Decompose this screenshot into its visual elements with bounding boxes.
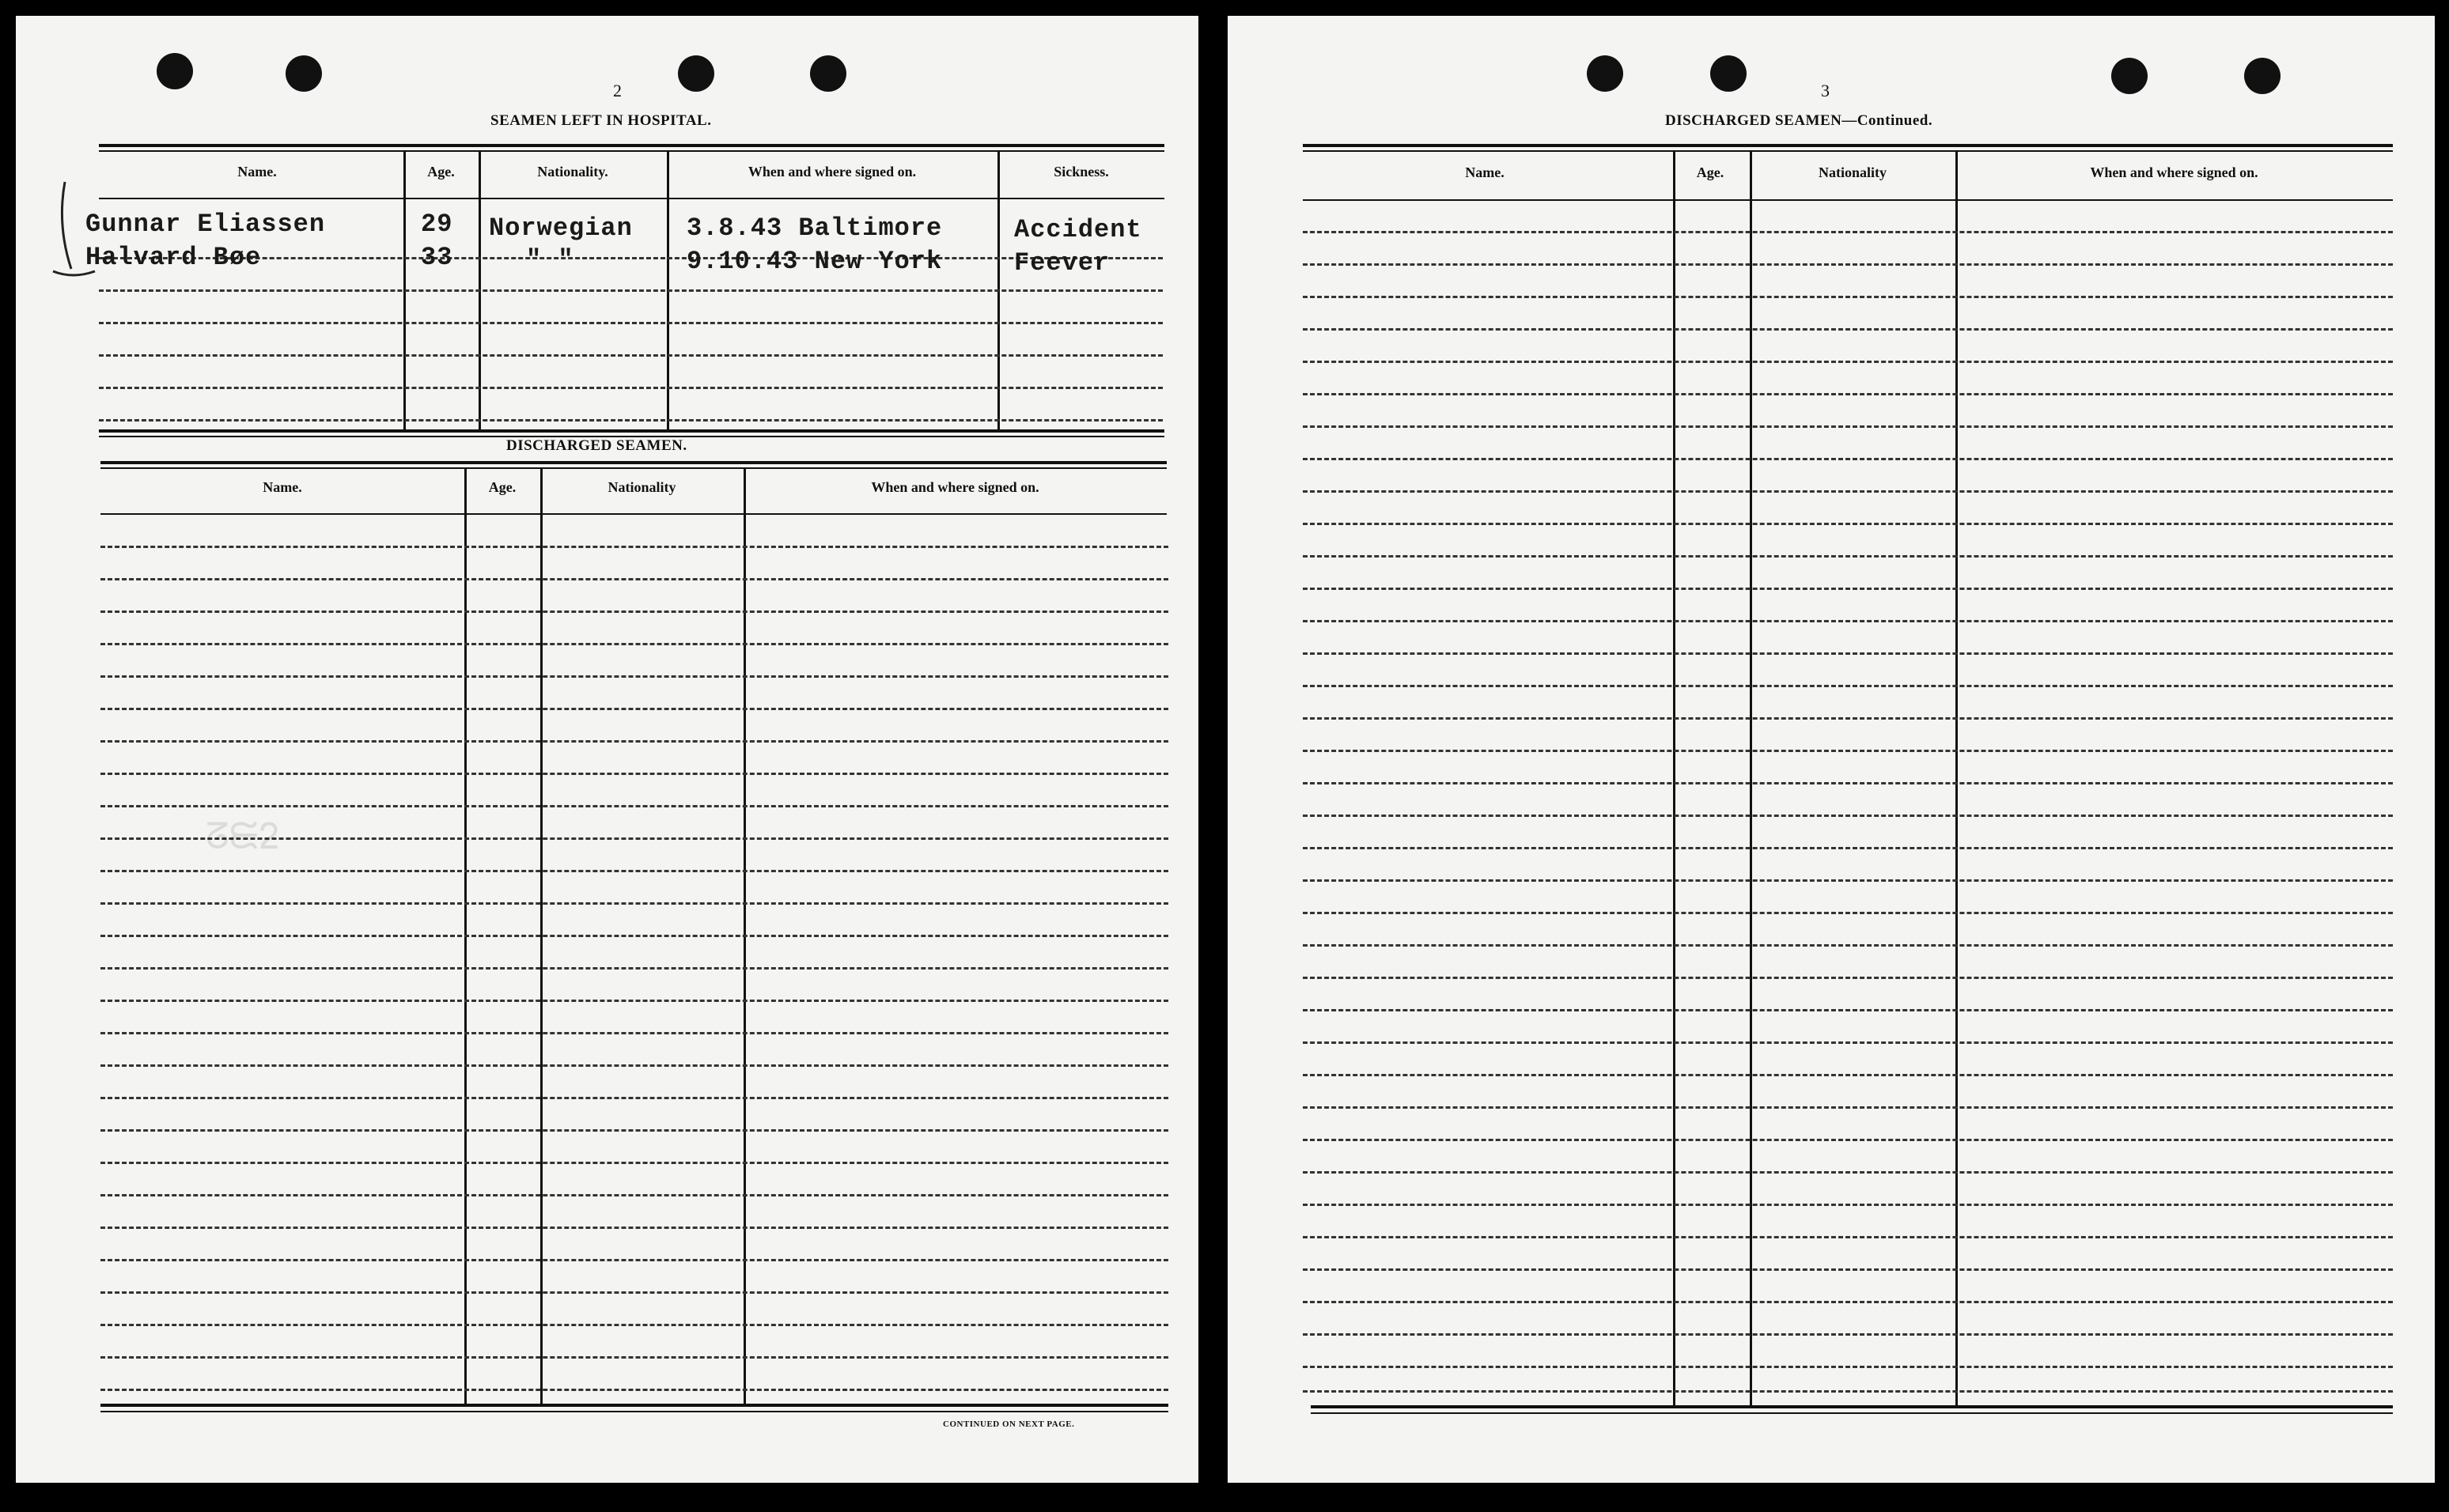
left-page [16, 16, 1198, 1483]
col-header-signed-on: When and where signed on. [2090, 164, 2258, 180]
col-header-signed-on: When and where signed on. [871, 479, 1039, 495]
table-rule [100, 1404, 1168, 1407]
row-sickness: Accident [1014, 215, 1142, 244]
col-header-nationality: Nationality. [537, 164, 608, 180]
row-rule [100, 708, 1168, 710]
punch-hole [678, 55, 714, 92]
section-divider [99, 429, 1164, 433]
row-rule [100, 1129, 1168, 1132]
row-rule [1303, 523, 2393, 525]
row-rule [100, 740, 1168, 743]
row-rule [1303, 1236, 2393, 1238]
discharged-continued-title: DISCHARGED SEAMEN—Continued. [1665, 112, 1933, 129]
row-rule [1303, 620, 2393, 622]
table-rule [1311, 1405, 2393, 1408]
row-rule [100, 967, 1168, 970]
row-rule [100, 1291, 1168, 1294]
col-header-age: Age. [427, 164, 455, 180]
row-rule [1303, 717, 2393, 720]
punch-hole [810, 55, 846, 92]
col-header-sickness: Sickness. [1054, 164, 1109, 180]
row-rule [1303, 1333, 2393, 1336]
row-rule [1303, 1204, 2393, 1206]
table-rule [100, 461, 1167, 464]
row-name: Gunnar Eliassen [85, 210, 326, 239]
table-rule [99, 144, 1164, 147]
row-rule [1303, 263, 2393, 266]
row-name: Halvard Bøe [85, 243, 262, 272]
row-rule [100, 1227, 1168, 1229]
row-age: 33 [421, 243, 453, 272]
row-rule [100, 1000, 1168, 1002]
row-rule [100, 578, 1168, 580]
col-header-age: Age. [488, 479, 517, 495]
row-rule [100, 1032, 1168, 1034]
right-page [1228, 16, 2435, 1483]
row-signed-on: 3.8.43 Baltimore [687, 214, 943, 243]
row-rule [1303, 393, 2393, 395]
row-rule [1303, 555, 2393, 558]
row-rule [1303, 1390, 2393, 1393]
row-rule [1303, 1171, 2393, 1174]
row-nationality: " " [526, 245, 574, 274]
row-rule [100, 1097, 1168, 1099]
check-mark-icon [49, 178, 97, 289]
row-rule [1303, 815, 2393, 817]
row-rule [1303, 1106, 2393, 1109]
row-rule [99, 354, 1163, 357]
row-rule [1303, 782, 2393, 784]
row-age: 29 [421, 210, 453, 239]
row-rule [100, 870, 1168, 872]
row-rule [100, 1162, 1168, 1164]
row-rule [1303, 425, 2393, 428]
row-rule [100, 902, 1168, 905]
row-rule [100, 1259, 1168, 1261]
row-rule [99, 289, 1163, 292]
col-header-nationality: Nationality [608, 479, 676, 495]
col-header-age: Age. [1696, 164, 1724, 180]
table-rule [100, 513, 1167, 515]
row-rule [100, 1194, 1168, 1196]
row-rule [1303, 912, 2393, 914]
continued-footer: CONTINUED ON NEXT PAGE. [943, 1419, 1075, 1429]
row-rule [1303, 588, 2393, 590]
row-rule [1303, 296, 2393, 298]
punch-hole [1710, 55, 1747, 92]
row-rule [99, 387, 1163, 389]
row-rule [1303, 750, 2393, 752]
row-rule [100, 546, 1168, 548]
page-number: 2 [613, 81, 622, 100]
punch-hole [2244, 58, 2281, 94]
table-rule [100, 467, 1167, 469]
col-header-name: Name. [263, 479, 302, 495]
row-rule [1303, 879, 2393, 882]
row-rule [1303, 1366, 2393, 1368]
row-rule [1303, 328, 2393, 331]
discharged-section-title: DISCHARGED SEAMEN. [506, 437, 687, 454]
col-header-signed-on: When and where signed on. [748, 164, 917, 180]
col-divider [1955, 150, 1958, 1406]
row-rule [100, 610, 1168, 613]
table-rule [1311, 1412, 2393, 1414]
col-header-name: Name. [1465, 164, 1505, 180]
row-rule [1303, 652, 2393, 655]
page-number: 3 [1821, 81, 1830, 100]
col-header-name: Name. [237, 164, 277, 180]
row-nationality: Norwegian [489, 214, 633, 243]
row-rule [1303, 977, 2393, 979]
hospital-section-title: SEAMEN LEFT IN HOSPITAL. [490, 112, 712, 129]
table-rule [1303, 199, 2393, 201]
row-rule [100, 1064, 1168, 1067]
row-rule [1303, 231, 2393, 233]
punch-hole [286, 55, 322, 92]
row-rule [1303, 1074, 2393, 1076]
row-rule [100, 1389, 1168, 1391]
row-rule [99, 419, 1163, 421]
punch-hole [157, 53, 193, 89]
col-header-nationality: Nationality [1818, 164, 1887, 180]
row-rule [1303, 1301, 2393, 1303]
row-rule [100, 935, 1168, 937]
table-rule [100, 1411, 1168, 1412]
row-rule [1303, 685, 2393, 687]
table-rule [1303, 150, 2393, 152]
row-rule [100, 805, 1168, 807]
row-rule [100, 675, 1168, 678]
row-sickness: Feever [1014, 248, 1111, 278]
punch-hole [2111, 58, 2148, 94]
row-rule [1303, 1009, 2393, 1011]
row-rule [100, 773, 1168, 775]
table-rule [99, 150, 1164, 152]
col-divider [1750, 150, 1752, 1406]
row-rule [1303, 458, 2393, 460]
row-rule [1303, 847, 2393, 849]
row-rule [100, 643, 1168, 645]
row-rule [1303, 361, 2393, 363]
row-rule [1303, 944, 2393, 947]
row-rule [100, 1324, 1168, 1326]
table-rule [1303, 144, 2393, 147]
row-rule [1303, 1268, 2393, 1271]
row-rule [1303, 1139, 2393, 1141]
punch-hole [1587, 55, 1623, 92]
row-rule [1303, 490, 2393, 493]
row-rule [100, 1356, 1168, 1359]
bleed-through-mark: ᘔᙓᒿ [206, 818, 279, 860]
row-signed-on: 9.10.43 New York [687, 247, 943, 276]
table-rule [99, 198, 1164, 199]
row-rule [99, 322, 1163, 324]
row-rule [1303, 1041, 2393, 1044]
col-divider [1673, 150, 1675, 1406]
